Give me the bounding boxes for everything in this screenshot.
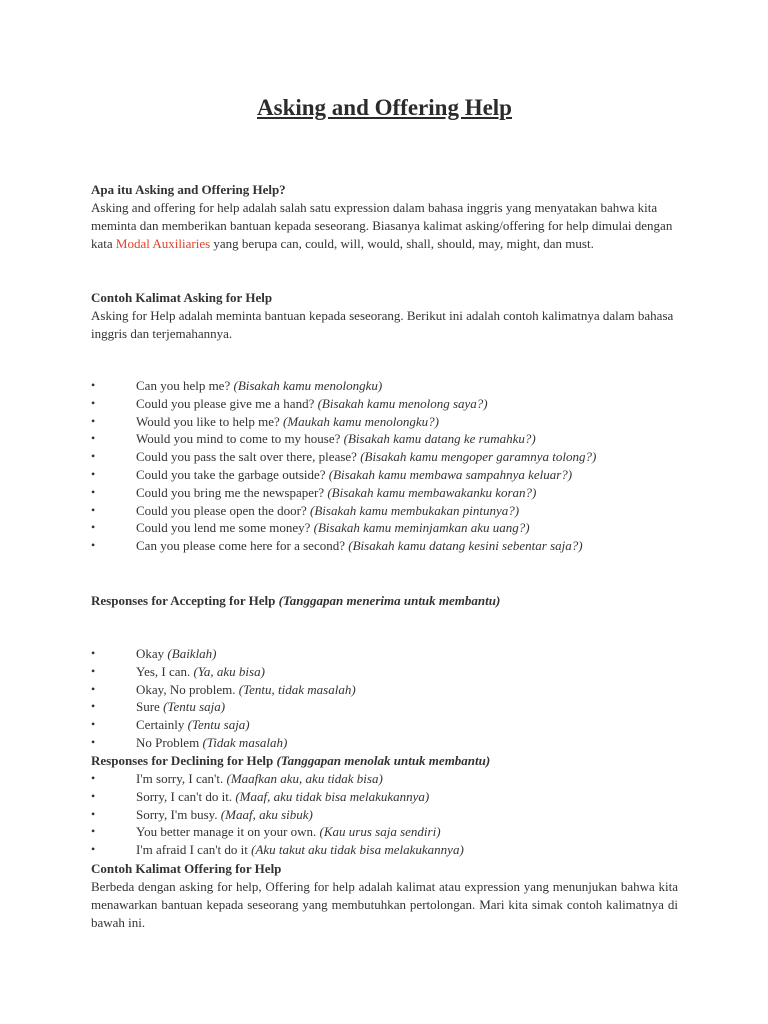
declining-heading: Responses for Declining for Help [91, 753, 274, 768]
item-english: Could you take the garbage outside? [136, 466, 326, 482]
item-english: Sorry, I can't do it. [136, 788, 233, 804]
item-translation: (Tidak masalah) [202, 734, 288, 750]
item-english: Could you lend me some money? [136, 520, 311, 536]
list-item [91, 698, 678, 716]
list-item [91, 430, 678, 448]
item-translation: (Maafkan aku, aku tidak bisa) [226, 771, 383, 786]
accepting-list-wrap [91, 645, 678, 752]
item-english: I'm sorry, I can't. [136, 771, 224, 786]
item-english: You better manage it on your own. [136, 824, 317, 840]
list-item [91, 395, 678, 413]
item-translation: (Bisakah kamu membawa sampahnya keluar?) [328, 466, 573, 482]
bullet-icon: • [91, 431, 96, 446]
list-item [91, 788, 678, 806]
bullet-icon: • [91, 788, 96, 803]
item-translation: (Kau urus saja sendiri) [319, 824, 441, 840]
asking-paragraph: Asking for Help adalah meminta bantuan kepada seseorang. Berikut ini adalah contoh kalimatnya dalam bahasa inggris dan terjemahannya. [91, 308, 674, 341]
list-item [91, 823, 678, 841]
section-heading [91, 592, 678, 610]
intro-paragraph [91, 199, 678, 253]
list-item [91, 537, 678, 555]
asking-list [91, 377, 678, 555]
item-translation: (Bisakah kamu membukakan pintunya?) [310, 502, 520, 518]
accepting-heading-translation: (Tanggapan menerima untuk membantu) [278, 593, 501, 608]
item-english: Could you pass the salt over there, please? [136, 449, 357, 465]
item-english: Okay, No problem. [136, 681, 236, 697]
intro-text-b: yang berupa can, could, will, would, shall, should, may, might, dan must. [213, 236, 594, 251]
item-english: Could you please open the door? [136, 502, 307, 518]
list-item [91, 377, 678, 395]
item-translation: (Bisakah kamu menolongku) [233, 378, 383, 393]
section-heading: Contoh Kalimat Offering for Help [91, 861, 282, 876]
item-translation: (Bisakah kamu datang kesini sebentar saja?) [348, 538, 583, 554]
page-title: Asking and Offering Help [257, 95, 512, 120]
item-translation: (Maaf, aku tidak bisa melakukannya) [235, 788, 430, 804]
list-item [91, 413, 678, 431]
list-item [91, 734, 678, 752]
bullet-icon: • [91, 806, 96, 821]
item-english: Sorry, I'm busy. [136, 806, 218, 822]
bullet-icon: • [91, 449, 96, 464]
item-translation: (Bisakah kamu datang ke rumahku?) [343, 431, 536, 447]
accepting-list [91, 645, 678, 752]
item-translation: (Bisakah kamu menolong saya?) [317, 395, 488, 411]
list-item [91, 484, 678, 502]
item-translation: (Aku takut aku tidak bisa melakukannya) [251, 842, 464, 858]
item-translation: (Bisakah kamu mengoper garamnya tolong?) [360, 449, 597, 465]
list-item [91, 502, 678, 520]
bullet-icon: • [91, 520, 96, 535]
asking-list-wrap [91, 377, 678, 555]
item-english: Could you please give me a hand? [136, 395, 315, 411]
bullet-icon: • [91, 699, 96, 714]
item-translation: (Tentu, tidak masalah) [238, 681, 356, 697]
bullet-icon: • [91, 538, 96, 553]
list-item [91, 681, 678, 699]
section-accepting [91, 592, 678, 610]
declining-list [91, 770, 678, 859]
item-english: Sure [136, 699, 160, 715]
section-heading: Apa itu Asking and Offering Help? [91, 182, 286, 197]
item-english: No Problem [136, 734, 200, 750]
item-english: Yes, I can. [136, 663, 191, 679]
item-english: Certainly [136, 717, 185, 733]
item-translation: (Maaf, aku sibuk) [220, 806, 313, 822]
bullet-icon: • [91, 646, 96, 660]
section-intro [91, 181, 678, 253]
item-english: I'm afraid I can't do it [136, 842, 248, 858]
bullet-icon: • [91, 681, 96, 696]
item-translation: (Ya, aku bisa) [193, 663, 265, 679]
section-offering [91, 860, 678, 932]
item-translation: (Bisakah kamu meminjamkan aku uang?) [313, 520, 530, 536]
item-english: Would you mind to come to my house? [136, 431, 341, 447]
bullet-icon: • [91, 717, 96, 732]
list-item [91, 519, 678, 537]
item-translation: (Tentu saja) [163, 699, 226, 715]
item-translation: (Baiklah) [167, 646, 217, 661]
bullet-icon: • [91, 771, 96, 785]
section-declining [91, 752, 678, 859]
section-heading: Contoh Kalimat Asking for Help [91, 290, 273, 305]
bullet-icon: • [91, 824, 96, 839]
bullet-icon: • [91, 734, 96, 749]
bullet-icon: • [91, 466, 96, 481]
bullet-icon: • [91, 395, 96, 410]
item-translation: (Maukah kamu menolongku?) [282, 413, 439, 429]
bullet-icon: • [91, 842, 96, 857]
declining-heading-translation: (Tanggapan menolak untuk membantu) [276, 753, 491, 768]
item-english: Can you help me? [136, 378, 231, 393]
section-asking [91, 289, 678, 343]
list-item [91, 770, 678, 788]
bullet-icon: • [91, 413, 96, 428]
list-item [91, 466, 678, 484]
bullet-icon: • [91, 502, 96, 517]
item-translation: (Bisakah kamu membawakanku koran?) [327, 484, 537, 500]
list-item [91, 716, 678, 734]
bullet-icon: • [91, 378, 96, 392]
item-english: Could you bring me the newspaper? [136, 484, 325, 500]
modal-auxiliaries-link[interactable]: Modal Auxiliaries [115, 236, 211, 251]
bullet-icon: • [91, 484, 96, 499]
list-item [91, 645, 678, 663]
section-heading [91, 752, 678, 770]
list-item [91, 806, 678, 824]
list-item [91, 663, 678, 681]
item-english: Would you like to help me? [136, 413, 280, 429]
accepting-heading: Responses for Accepting for Help [91, 593, 276, 608]
list-item [91, 841, 678, 859]
bullet-icon: • [91, 663, 96, 678]
item-english: Okay [136, 646, 165, 661]
list-item [91, 448, 678, 466]
item-english: Can you please come here for a second? [136, 538, 345, 554]
offering-paragraph: Berbeda dengan asking for help, Offering for help adalah kalimat atau expression yang menunjukan bahwa kita menawarkan bantuan kepada seseorang yang membutuhkan pertolongan. Mari kita simak contoh kalimatnya di bawah ini. [91, 879, 678, 930]
item-translation: (Tentu saja) [187, 717, 250, 733]
intro-text-a: Asking and offering for help adalah salah satu expression dalam bahasa inggris yang menyatakan bahwa kita meminta dan memberikan bantuan kepada seseorang. Biasanya kalimat asking/offering for help dimulai dengan kata [91, 200, 673, 251]
